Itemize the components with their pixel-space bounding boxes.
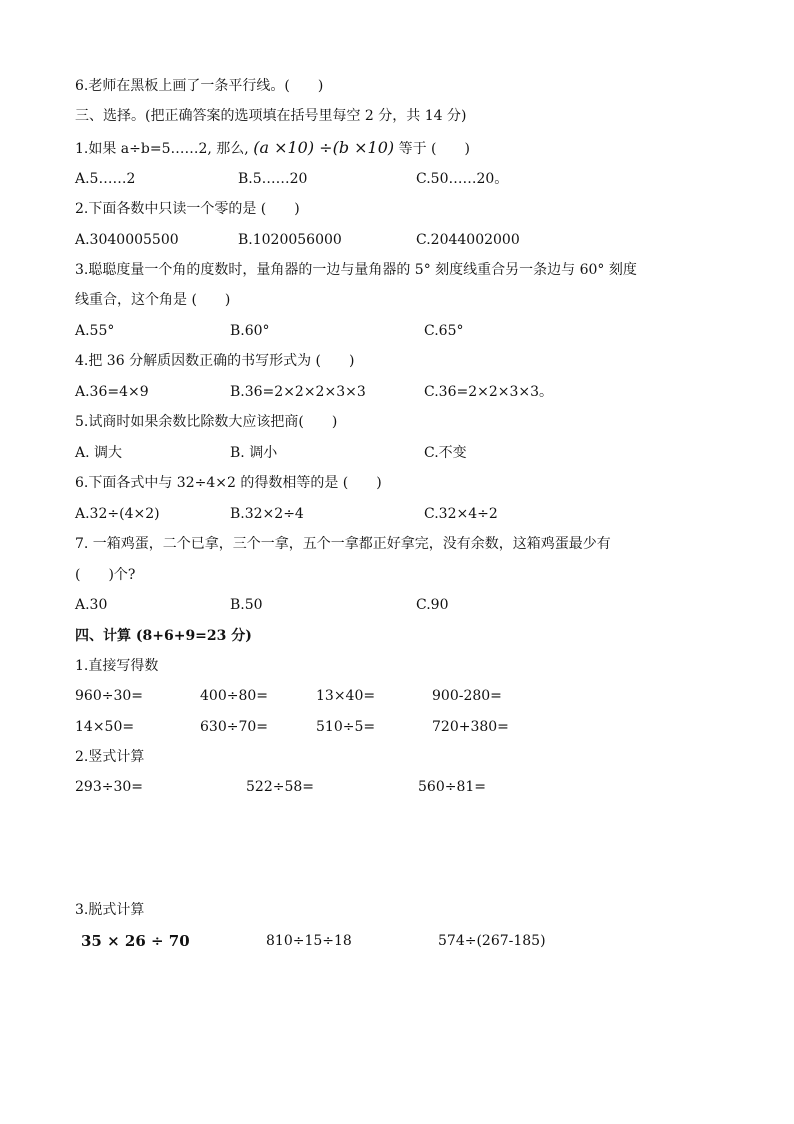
calc-part3-title: 3.脱式计算 <box>75 902 145 918</box>
choice-q6-option-c: C.32×4÷2 <box>424 506 498 522</box>
choice-q6-option-b: B.32×2÷4 <box>230 506 304 522</box>
choice-q2-stem: 2.下面各数中只读一个零的是 ( ) <box>75 201 300 217</box>
calc-part1-item: 13×40= <box>316 688 376 704</box>
calc-part1-item: 400÷80= <box>200 688 268 704</box>
choice-q5-stem: 5.试商时如果余数比除数大应该把商( ) <box>75 414 338 430</box>
choice-q2-option-c: C.2044002000 <box>416 232 520 248</box>
calc-part2-item: 560÷81= <box>418 779 486 795</box>
choice-q2-option-b: B.1020056000 <box>238 232 342 248</box>
calc-part1-item: 720+380= <box>432 719 509 735</box>
choice-q3-stem-line2: 线重合，这个角是 ( ) <box>75 292 231 308</box>
choice-q2-option-a: A.3040005500 <box>75 232 179 248</box>
choice-q7-stem-line2: ( )个? <box>75 567 136 583</box>
calc-part3-item: 35 × 26 ÷ 70 <box>81 932 190 950</box>
choice-q7-option-c: C.90 <box>416 597 449 613</box>
choice-q4-option-c: C.36=2×2×3×3。 <box>424 384 554 400</box>
calc-part1-title: 1.直接写得数 <box>75 658 159 674</box>
choice-q4-option-b: B.36=2×2×2×3×3 <box>230 384 366 400</box>
calc-part1-item: 14×50= <box>75 719 135 735</box>
choice-q1-option-b: B.5……20 <box>238 171 308 187</box>
choice-q5-option-b: B. 调小 <box>230 445 278 461</box>
question-judge-6: 6.老师在黑板上画了一条平行线。( ) <box>75 78 324 94</box>
choice-q6-stem: 6.下面各式中与 32÷4×2 的得数相等的是 ( ) <box>75 475 382 491</box>
choice-q3-stem-line1: 3.聪聪度量一个角的度数时，量角器的一边与量角器的 5° 刻度线重合另一条边与 60° 刻度 <box>75 262 637 278</box>
section-heading-choice: 三、选择。(把正确答案的选项填在括号里每空 2 分，共 14 分) <box>75 108 467 124</box>
calc-part1-item: 630÷70= <box>200 719 268 735</box>
section-heading-calc: 四、计算 (8+6+9=23 分) <box>75 628 252 644</box>
calc-part2-item: 522÷58= <box>246 779 314 795</box>
choice-q7-option-a: A.30 <box>75 597 108 613</box>
choice-q4-stem: 4.把 36 分解质因数正确的书写形式为 ( ) <box>75 353 355 369</box>
calc-part1-item: 900-280= <box>432 688 502 704</box>
choice-q7-stem-line1: 7. 一箱鸡蛋，二个已拿，三个一拿，五个一拿都正好拿完，没有余数，这箱鸡蛋最少有 <box>75 536 611 552</box>
calc-part3-item: 810÷15÷18 <box>266 933 352 949</box>
choice-q1-stem-pre: 1.如果 a÷b=5……2, 那么, <box>75 141 249 157</box>
choice-q4-option-a: A.36=4×9 <box>75 384 149 400</box>
choice-q3-option-a: A.55° <box>75 323 115 339</box>
choice-q1-option-c: C.50……20。 <box>416 171 509 187</box>
choice-q5-option-a: A. 调大 <box>75 445 123 461</box>
calc-part2-item: 293÷30= <box>75 779 143 795</box>
choice-q3-option-c: C.65° <box>424 323 464 339</box>
choice-q6-option-a: A.32÷(4×2) <box>75 506 160 522</box>
choice-q1-stem-post: 等于 ( ) <box>398 141 470 157</box>
choice-q5-option-c: C.不变 <box>424 445 467 461</box>
calc-part3-item: 574÷(267-185) <box>438 933 546 949</box>
choice-q1-option-a: A.5……2 <box>75 171 136 187</box>
choice-q1-stem <box>75 138 470 159</box>
choice-q1-formula: (a ×10) ÷(b ×10) <box>253 138 395 157</box>
calc-part1-item: 960÷30= <box>75 688 143 704</box>
calc-part2-title: 2.竖式计算 <box>75 749 145 765</box>
calc-part1-item: 510÷5= <box>316 719 376 735</box>
choice-q7-option-b: B.50 <box>230 597 263 613</box>
choice-q3-option-b: B.60° <box>230 323 270 339</box>
